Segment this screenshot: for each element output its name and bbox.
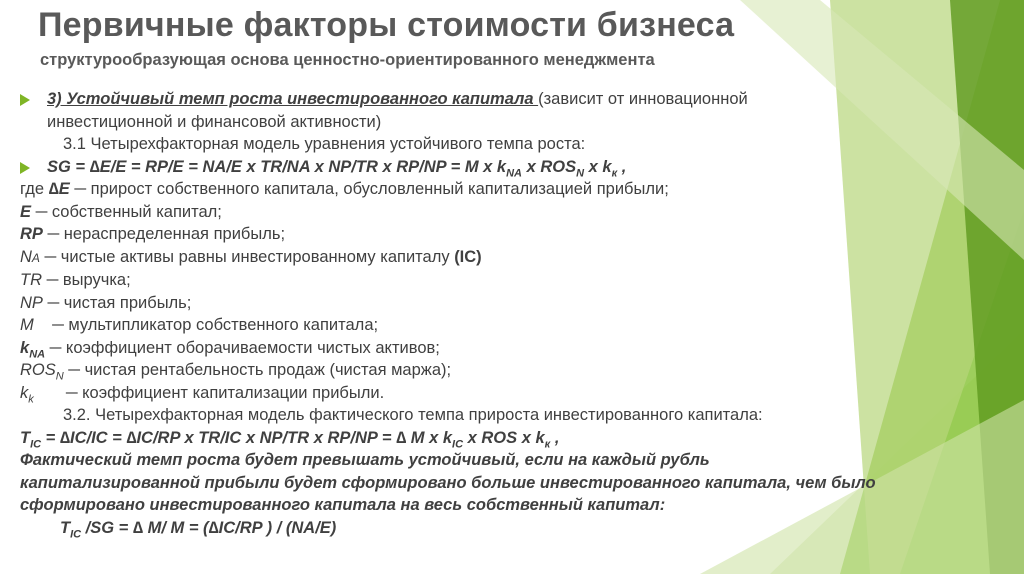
definition-ros: $ROS_N$ ─ чистая рентабельность продаж (чистая маржа); — [20, 361, 452, 383]
definition-m: M ─ мультипликатор собственного капитала; — [20, 316, 379, 334]
definition-tr: TR ─ выручка; — [20, 271, 131, 289]
item-3-continuation: инвестиционной и финансовой активности) — [47, 112, 382, 131]
formula-ratio: $T_{IC}$ /SG = ∆ M/ M = (∆IC/RP ) / (NA/E) — [60, 518, 337, 540]
slide-subtitle: структурообразующая основа ценностно-ориентированного менеджмента — [40, 51, 655, 69]
triangle-bullet-icon — [20, 162, 30, 174]
formula-sg: SG = ∆E/E = RP/E = NA/E x TR/NA x NP/TR x RP/NP = M x $k_{NA}$ x $ROS_N$ x $k_к$ , — [20, 156, 980, 179]
model-3-1-caption: 3.1 Четырехфакторная модель уравнения устойчивого темпа роста: — [63, 135, 586, 153]
definition-kna: $k_{NA}$ ─ коэффициент оборачиваемости чистых активов; — [20, 338, 440, 360]
definition-delta-e: где ∆E ─ прирост собственного капитала, обусловленный капитализацией прибыли; — [20, 180, 669, 198]
definition-np: NP ─ чистая прибыль; — [20, 293, 192, 312]
definition-kk: $k_k$ ─ коэффициент капитализации прибыли. — [20, 383, 385, 405]
triangle-bullet-icon — [20, 94, 30, 106]
definition-e: E ─ собственный капитал; — [20, 202, 222, 221]
item-3-heading: 3) Устойчивый темп роста инвестированного капитала (зависит от инновационной — [20, 88, 980, 111]
conclusion-line-2: капитализированной прибыли будет сформировано больше инвестированного капитала, чем было — [20, 473, 876, 492]
formula-tic: $T_{IC} = \Delta IC/IC = \Delta IC/RP$ x TR/IC x NP/TR x RP/NP = ∆ M x $k_{IC}$ x ROS x $k_к$ , — [20, 428, 560, 450]
conclusion-line-3: сформировано инвестированного капитала на весь собственный капитал: — [20, 496, 666, 514]
definition-rp: RP ─ нераспределенная прибыль; — [20, 225, 286, 243]
slide-title: Первичные факторы стоимости бизнеса — [38, 6, 735, 44]
conclusion-line-1: Фактический темп роста будет превышать устойчивый, если на каждый рубль — [20, 451, 710, 469]
definition-na: NA ─ чистые активы равны инвестированному капиталу (IC) — [20, 247, 482, 266]
model-3-2-caption: 3.2. Четырехфакторная модель фактического темпа прироста инвестированного капитала: — [63, 406, 763, 424]
slide-body — [20, 88, 980, 539]
